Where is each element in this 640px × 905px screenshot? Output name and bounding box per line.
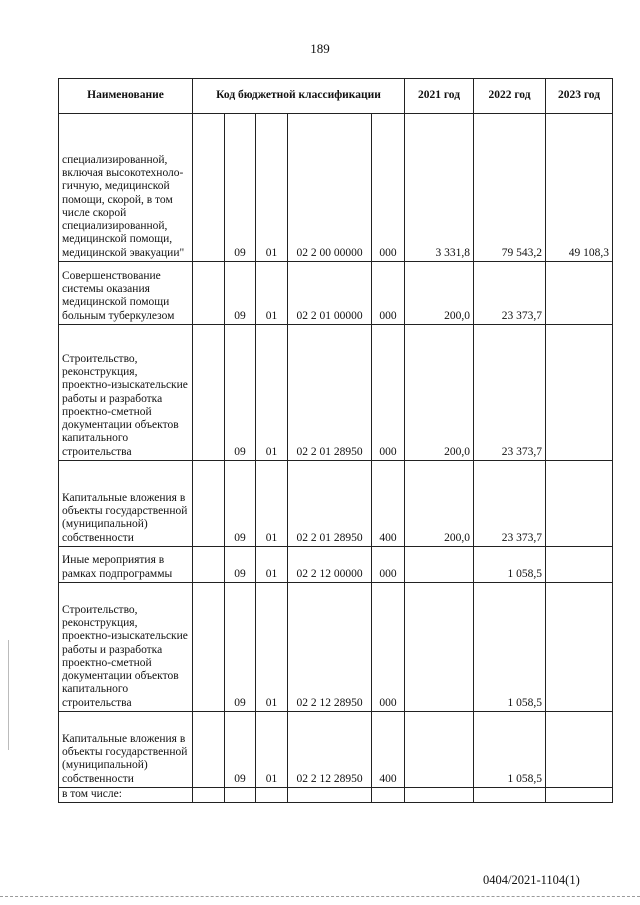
table-row — [59, 325, 613, 461]
row-name: Совершенствование системы оказания медицинской помощи больным туберкулезом — [59, 262, 193, 325]
row-empty-cell — [193, 583, 225, 712]
row-2022: 1 058,5 — [474, 583, 546, 712]
row-2021: 3 331,8 — [405, 114, 474, 262]
row-2023 — [546, 325, 613, 461]
row-article: 02 2 01 00000 — [288, 262, 372, 325]
row-subsection: 01 — [256, 712, 288, 788]
table-row — [59, 461, 613, 547]
row-expense-type: 000 — [372, 583, 405, 712]
row-section — [225, 788, 256, 803]
header-2023: 2023 год — [546, 79, 613, 114]
row-article: 02 2 01 28950 — [288, 461, 372, 547]
row-2021 — [405, 583, 474, 712]
row-name: в том числе: — [59, 788, 193, 803]
row-2022: 79 543,2 — [474, 114, 546, 262]
row-2021 — [405, 712, 474, 788]
row-expense-type: 000 — [372, 547, 405, 583]
row-2021: 200,0 — [405, 262, 474, 325]
document-code: 0404/2021-1104(1) — [483, 873, 580, 887]
row-2022: 23 373,7 — [474, 325, 546, 461]
row-article: 02 2 00 00000 — [288, 114, 372, 262]
row-name: Строительство, реконструкция, проектно-изыскательские работы и разработка проектно-сметной документации объектов капитального строительства — [59, 325, 193, 461]
row-subsection: 01 — [256, 325, 288, 461]
row-empty-cell — [193, 262, 225, 325]
row-empty-cell — [193, 788, 225, 803]
table-row — [59, 788, 613, 803]
row-article: 02 2 01 28950 — [288, 325, 372, 461]
scan-bottom-line — [0, 896, 640, 898]
row-subsection: 01 — [256, 547, 288, 583]
row-2021: 200,0 — [405, 461, 474, 547]
row-section: 09 — [225, 325, 256, 461]
row-expense-type: 000 — [372, 114, 405, 262]
row-name: Капитальные вложения в объекты государственной (муниципальной) собственности — [59, 712, 193, 788]
header-name: Наименование — [59, 79, 193, 114]
row-2021 — [405, 788, 474, 803]
header-row — [59, 79, 613, 114]
row-2022: 1 058,5 — [474, 712, 546, 788]
table-row — [59, 547, 613, 583]
row-subsection: 01 — [256, 262, 288, 325]
row-subsection — [256, 788, 288, 803]
row-name: Капитальные вложения в объекты государственной (муниципальной) собственности — [59, 461, 193, 547]
row-section: 09 — [225, 547, 256, 583]
row-2023 — [546, 712, 613, 788]
header-2022: 2022 год — [474, 79, 546, 114]
row-2022: 23 373,7 — [474, 262, 546, 325]
row-article: 02 2 12 00000 — [288, 547, 372, 583]
header-code: Код бюджетной классификации — [193, 79, 405, 114]
scan-edge-mark — [8, 640, 9, 750]
table-row — [59, 583, 613, 712]
row-name: Иные мероприятия в рамках подпрограммы — [59, 547, 193, 583]
row-section: 09 — [225, 114, 256, 262]
table-row — [59, 262, 613, 325]
row-section: 09 — [225, 583, 256, 712]
row-2022: 23 373,7 — [474, 461, 546, 547]
row-2023: 49 108,3 — [546, 114, 613, 262]
row-2023 — [546, 262, 613, 325]
row-name: специализированной, включая высокотехноло-гичную, медицинской помощи, скорой, в том числе скорой специализированной, медицинской помощи, медицинской эвакуации" — [59, 114, 193, 262]
row-empty-cell — [193, 114, 225, 262]
row-article — [288, 788, 372, 803]
row-section: 09 — [225, 461, 256, 547]
row-section: 09 — [225, 712, 256, 788]
table-row — [59, 712, 613, 788]
row-2021 — [405, 547, 474, 583]
row-section: 09 — [225, 262, 256, 325]
table-row — [59, 114, 613, 262]
row-2021: 200,0 — [405, 325, 474, 461]
row-name: Строительство, реконструкция, проектно-изыскательские работы и разработка проектно-сметной документации объектов капитального строительства — [59, 583, 193, 712]
row-empty-cell — [193, 461, 225, 547]
row-subsection: 01 — [256, 461, 288, 547]
row-empty-cell — [193, 547, 225, 583]
row-2022 — [474, 788, 546, 803]
row-subsection: 01 — [256, 583, 288, 712]
row-2023 — [546, 461, 613, 547]
budget-table — [58, 78, 613, 803]
row-expense-type: 400 — [372, 712, 405, 788]
row-article: 02 2 12 28950 — [288, 583, 372, 712]
row-2023 — [546, 547, 613, 583]
row-empty-cell — [193, 325, 225, 461]
row-expense-type: 400 — [372, 461, 405, 547]
row-article: 02 2 12 28950 — [288, 712, 372, 788]
row-expense-type: 000 — [372, 325, 405, 461]
row-empty-cell — [193, 712, 225, 788]
row-subsection: 01 — [256, 114, 288, 262]
row-expense-type — [372, 788, 405, 803]
row-2023 — [546, 788, 613, 803]
header-2021: 2021 год — [405, 79, 474, 114]
row-2022: 1 058,5 — [474, 547, 546, 583]
row-expense-type: 000 — [372, 262, 405, 325]
row-2023 — [546, 583, 613, 712]
page-number: 189 — [310, 41, 330, 56]
